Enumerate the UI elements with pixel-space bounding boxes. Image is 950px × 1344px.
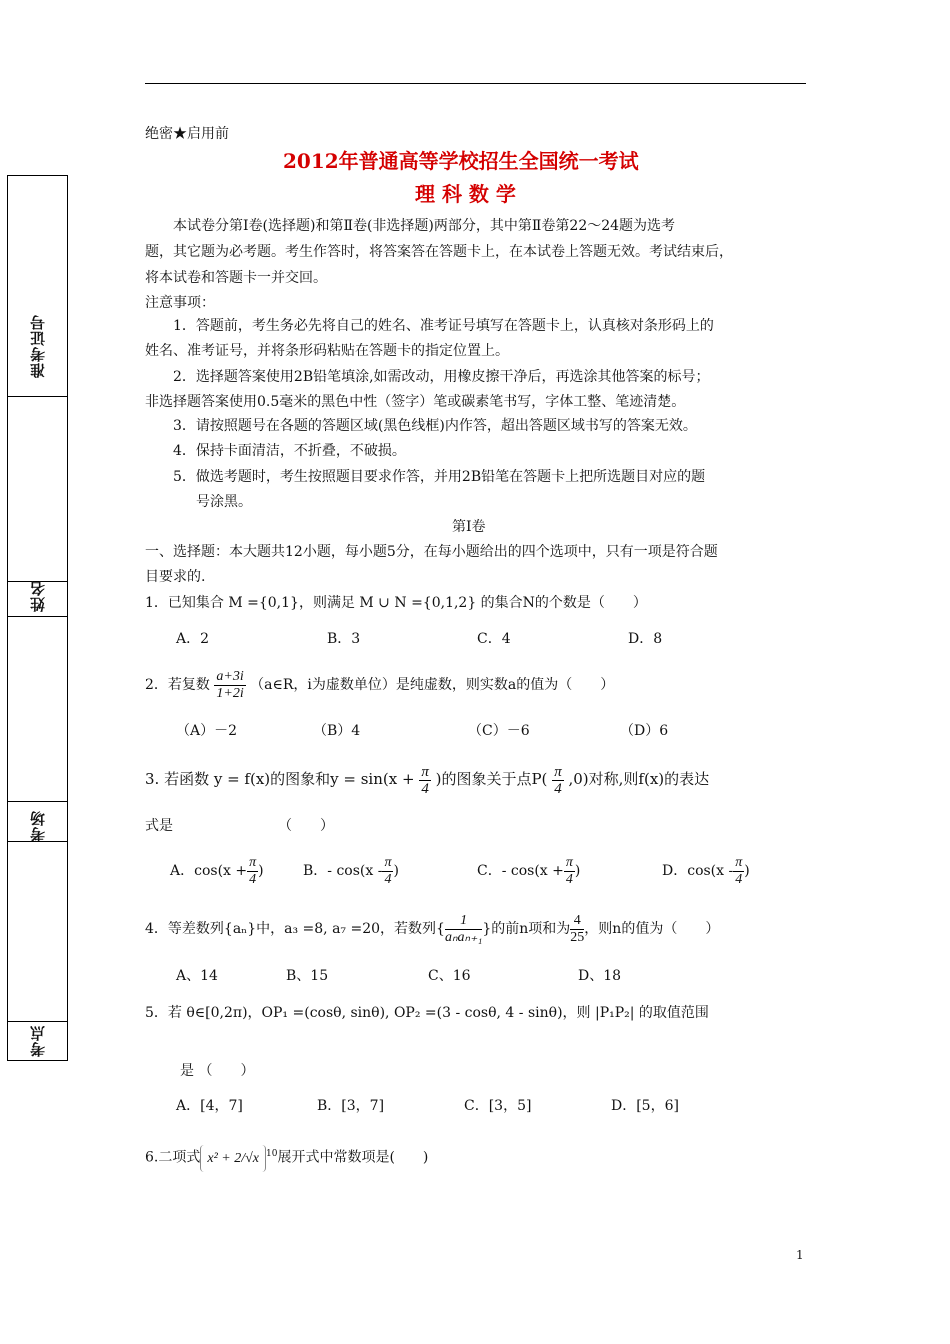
secret-label: 绝密★启用前 — [145, 126, 229, 142]
q3-option-c: C．- cos(x + $\frac{\pi}{4}$ ) — [477, 854, 581, 887]
q4-seq-fraction: $\frac{1}{\text{aₙaₙ₊₁}}$ — [444, 912, 483, 945]
q1-option-b: B．3 — [327, 631, 361, 647]
q2-stem — [145, 666, 614, 704]
q3-four-2: 4 — [554, 780, 562, 797]
sidebar-label-name: 姓名 — [29, 580, 47, 612]
q4-post: ，则n的值为（ ） — [584, 921, 720, 937]
q2-option-a: （A）－2 — [176, 723, 238, 739]
note-5a: 5．做选考题时，考生按照题目要求作答，并用2B铅笔在答题卡上把所选题目对应的题 — [173, 469, 706, 485]
q1-option-a: A．2 — [176, 631, 210, 647]
header-rule — [145, 83, 806, 84]
q3-stem — [145, 760, 709, 798]
q4-option-c: C、16 — [428, 968, 471, 984]
q6-stem — [145, 1142, 428, 1171]
sidebar-label-exam-number: 准考证号 — [29, 314, 47, 378]
q6-pre: 6.二项式 — [145, 1149, 201, 1166]
q4-mid: }的前n项和为 — [482, 921, 571, 937]
q3-four: 4 — [421, 780, 429, 797]
q4-stem — [145, 910, 719, 948]
q3-pi-fraction — [419, 764, 431, 797]
q2-option-b: （B）4 — [313, 723, 361, 739]
subject-title: 理 科 数 学 — [415, 182, 516, 206]
part1-title: 第Ⅰ卷 — [452, 519, 486, 535]
intro-line-2: 题，其它题为必考题。考生作答时，将答案答在答题卡上，在本试卷上答题无效。考试结束后， — [145, 244, 733, 260]
intro-line-1: 本试卷分第Ⅰ卷(选择题)和第Ⅱ卷(非选择题)两部分，其中第Ⅱ卷第22～24题为选考 — [173, 218, 676, 234]
q6-exponent: 10 — [266, 1149, 278, 1159]
note-1b: 姓名、准考证号，并将条形码粘贴在答题卡的指定位置上。 — [145, 343, 509, 359]
note-2a: 2．选择题答案使用2B铅笔填涂,如需改动，用橡皮擦干净后，再选涂其他答案的标号； — [173, 369, 710, 385]
q3-option-b: B．- cos(x - $\frac{\pi}{4}$ ) — [303, 854, 399, 887]
q3-stem-2: 式是 （ ） — [145, 818, 334, 834]
q2-fraction — [214, 669, 245, 702]
q5-stem-2: 是 （ ） — [180, 1063, 255, 1079]
intro-line-3: 将本试卷和答题卡一并交回。 — [145, 270, 327, 286]
note-2b: 非选择题答案使用0.5毫米的黑色中性（签字）笔或碳素笔书写，字体工整、笔迹清楚。 — [145, 394, 686, 410]
q2-option-c: （C）－6 — [468, 723, 530, 739]
q5-option-b: B．[3，7] — [317, 1098, 385, 1114]
q1-stem: 1．已知集合 M ={0,1}，则满足 M ∪ N ={0,1,2} 的集合N的个数是（ ） — [145, 595, 647, 611]
section-instruction-2: 目要求的. — [145, 569, 206, 585]
q3-pi-fraction-2 — [552, 764, 564, 797]
sidebar-label-exam-site: 考点 — [29, 1025, 47, 1057]
q4-sum-fraction: $\frac{4}{25}$ — [570, 912, 585, 945]
q3-option-d: D．cos(x - $\frac{\pi}{4}$ ) — [662, 854, 750, 887]
binding-strip — [7, 175, 68, 1061]
q5-stem: 5．若 θ∈[0,2π)，OP₁ =(cosθ, sinθ), OP₂ =(3 - cosθ, 4 - sinθ)，则 |P₁P₂| 的取值范围 — [145, 1005, 709, 1021]
sidebar-label-exam-room: 考场 — [29, 810, 47, 842]
q2-denominator: 1+2i — [216, 685, 244, 701]
note-1a: 1．答题前，考生务必先将自己的姓名、准考证号填写在答题卡上，认真核对条形码上的 — [173, 318, 714, 334]
q2-post: （a∈R，i为虚数单位）是纯虚数，则实数a的值为（ ） — [250, 677, 615, 693]
q2-option-d: （D）6 — [620, 723, 669, 739]
q4-option-d: D、18 — [578, 968, 622, 984]
note-3: 3．请按照题号在各题的答题区域(黑色线框)内作答，超出答题区域书写的答案无效。 — [173, 418, 697, 434]
q4-pre: 4．等差数列{aₙ}中，a₃ =8, a₇ =20，若数列{ — [145, 921, 445, 937]
q3-stem-c: ,0)对称,则f(x)的表达 — [568, 770, 710, 788]
q3-stem-b: )的图象关于点P( — [435, 770, 548, 788]
notes-heading: 注意事项： — [145, 295, 215, 311]
q5-option-d: D．[5，6] — [611, 1098, 679, 1114]
q5-option-a: A．[4，7] — [176, 1098, 243, 1114]
q3-pi: π — [421, 763, 429, 780]
q1-option-c: C．4 — [477, 631, 511, 647]
q4-option-a: A、14 — [176, 968, 218, 984]
q6-post: 展开式中常数项是( ) — [277, 1149, 429, 1166]
q6-expression: x² + 2/√x — [200, 1145, 266, 1172]
section-instruction-1: 一、选择题：本大题共12小题，每小题5分，在每小题给出的四个选项中，只有一项是符合题 — [145, 544, 718, 560]
q3-stem-a: 3. 若函数 y = f(x)的图象和y = sin(x + — [145, 770, 415, 788]
exam-title: 2012年普通高等学校招生全国统一考试 — [283, 149, 639, 173]
q3-option-a: A．cos(x + $\frac{\pi}{4}$ ) — [170, 854, 264, 887]
q4-option-b: B、15 — [286, 968, 329, 984]
page-number: 1 — [796, 1248, 804, 1262]
q1-option-d: D．8 — [628, 631, 663, 647]
note-4: 4．保持卡面清洁，不折叠，不破损。 — [173, 443, 406, 459]
note-5b: 号涂黑。 — [196, 494, 252, 510]
q2-numerator: a+3i — [216, 668, 244, 684]
q5-option-c: C．[3，5] — [464, 1098, 532, 1114]
q3-pi-2: π — [554, 763, 562, 780]
q2-pre: 2．若复数 — [145, 677, 210, 693]
